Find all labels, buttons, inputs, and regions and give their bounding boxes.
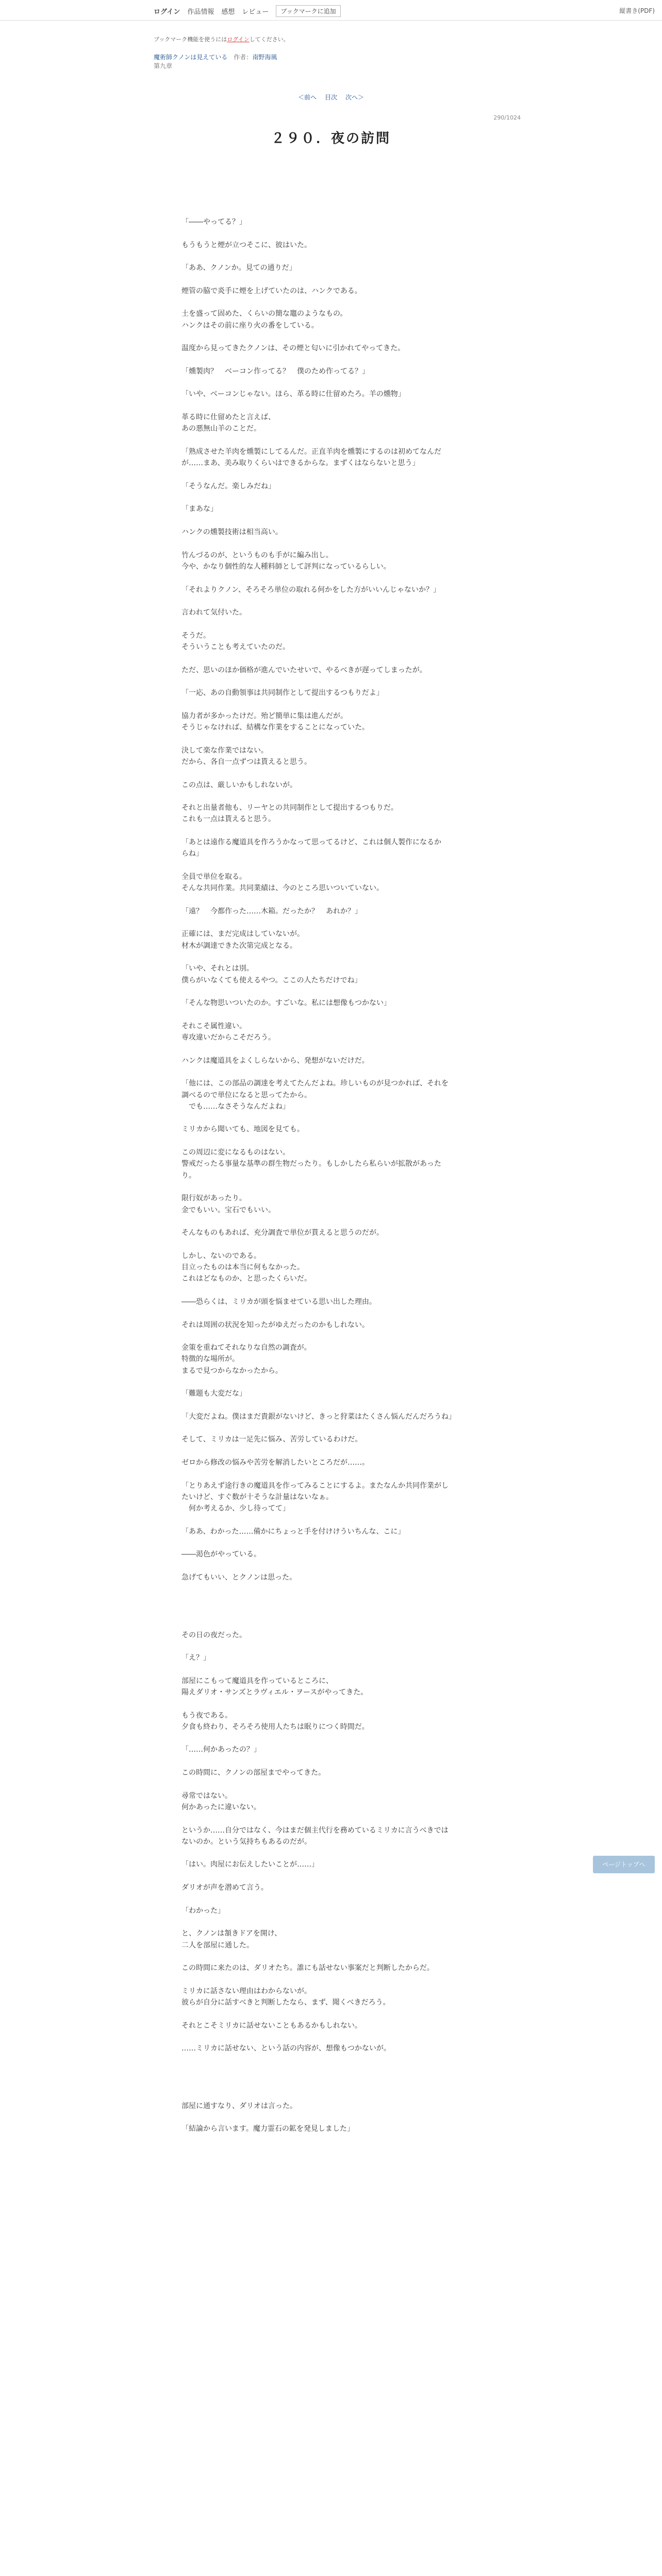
prev-link[interactable]: ＜前へ	[297, 94, 317, 101]
index-link[interactable]: 目次	[324, 94, 337, 101]
chapter-title: 第九章	[154, 62, 173, 70]
body-line: これはどなものか、と思ったくらいだ。	[181, 1275, 311, 1283]
body-line: 部屋にこもって魔道具を作っているところに、	[181, 1676, 333, 1685]
body-line: そして、ミリカは一足先に悩み、苦労しているわけだ。	[181, 1435, 362, 1444]
body-line	[181, 274, 481, 285]
novel-body	[181, 216, 481, 2135]
body-line: 何か考えるか、少し待ってて」	[181, 1504, 290, 1513]
body-line: ……ミリカに話せない、という話の内容が、想像もつかないが。	[181, 2044, 391, 2053]
body-line: らね」	[181, 850, 203, 858]
body-line: 何かあったに違いない。	[181, 1803, 261, 1811]
body-line: 「いや、それとは別。	[181, 964, 254, 973]
body-line	[181, 1871, 481, 1882]
body-line	[181, 1733, 481, 1744]
episode-number: 290/1024	[493, 114, 521, 121]
body-line	[181, 297, 481, 308]
body-line: 金策を重ねてそれなりな自然の調査が。	[181, 1344, 311, 1352]
body-line	[181, 860, 481, 871]
author-label: 作者：	[234, 54, 253, 61]
body-line: もう夜である。	[181, 1711, 232, 1720]
body-line	[181, 676, 481, 687]
body-line	[181, 733, 481, 744]
body-line	[181, 1606, 481, 1618]
nav-impressions[interactable]: 感想	[221, 8, 235, 16]
author-link[interactable]: 南野海風	[252, 54, 277, 61]
body-line: ミリカから聞いても、地図を見ても。	[181, 1125, 304, 1134]
body-line	[181, 1043, 481, 1055]
body-line	[181, 377, 481, 388]
body-line: ハンクはその前に座り火の番をしている。	[181, 321, 319, 330]
body-line	[181, 1641, 481, 1652]
body-line: 限行奴があったり。	[181, 1194, 246, 1203]
body-line: 尋常ではない。	[181, 1791, 232, 1800]
body-line: 「はい。肉屋にお伝えしたいことが……」	[181, 1860, 319, 1869]
body-line	[181, 825, 481, 837]
body-line: この時間に来たのは、ダリオたち。誰にも話せない事案だと判断したからだ。	[181, 1964, 434, 1973]
body-line	[181, 1066, 481, 1078]
body-line: 「他には、この部品の調達を考えてたんだよね。珍しいものが見つかれば、それを	[181, 1079, 449, 1088]
episode-title: ２９０．夜の訪問	[271, 131, 391, 146]
body-line: 土を盛って固めた、くらいの簡な竈のようなもの。	[181, 310, 347, 318]
body-line: 決して楽な作業ではない。	[181, 746, 268, 755]
bookmark-note	[154, 35, 289, 43]
body-line	[181, 469, 481, 481]
body-line: 竹んづるのが、というものも手がに編み出し。	[181, 551, 333, 560]
body-line: この点は、厳しいかもしれないが。	[181, 781, 297, 789]
body-line	[181, 251, 481, 262]
series-title[interactable]: 魔術師クノンは見えている	[154, 54, 228, 61]
body-line	[181, 653, 481, 664]
body-line	[181, 2008, 481, 2020]
body-line: り。	[181, 1171, 196, 1180]
body-line: 特徴的な場所が。	[181, 1355, 239, 1364]
body-line: ハンクは魔道具をよくしらないから、発想がないだけだ。	[181, 1056, 369, 1065]
body-line	[181, 618, 481, 630]
body-line: そういうことも考えていたのだ。	[181, 642, 290, 651]
body-line: もうもうと煙が立つそこに、彼はいた。	[181, 241, 311, 249]
body-line: ゼロから修改の悩みや苦労を解消したいところだが……。	[181, 1459, 369, 1467]
nav-info[interactable]: 作品情報	[187, 8, 214, 16]
body-line: 正確には、まだ完成はしていないが。	[181, 930, 304, 939]
body-line: 「そんな物思いついたのか。すごいな。私には想像もつかない」	[181, 999, 391, 1008]
body-line: そうじゃなければ、結構な作業をすることになっていた。	[181, 723, 369, 732]
body-line: ハンクの燻製技術は相当高い。	[181, 528, 283, 537]
body-line: この時間に、クノンの部屋までやってきた。	[181, 1769, 326, 1777]
body-line: 「あとは遠作る魔道具を作ろうかなって思ってるけど、これは個人製作になるか	[181, 838, 441, 847]
body-line	[181, 435, 481, 446]
body-line: 陽えダリオ・サンズとラヴィエル・ヲースがやってきた。	[181, 1688, 368, 1697]
top-nav	[154, 5, 341, 17]
body-line: 全員で単位を取る。	[181, 872, 246, 881]
body-line	[181, 1618, 481, 1629]
body-line	[181, 2077, 481, 2089]
body-line	[181, 917, 481, 928]
body-line	[181, 492, 481, 503]
body-line: 急げてもいい、とクノンは思った。	[181, 1573, 297, 1582]
body-line	[181, 1595, 481, 1606]
body-line: ないのか。という気持ちもあるのだが。	[181, 1837, 311, 1846]
body-line: それとこそミリカに話せないこともあるかもしれない。	[181, 2021, 362, 2030]
body-line	[181, 1422, 481, 1434]
body-line	[181, 1951, 481, 1962]
body-line: 「いや、ベーコンじゃない。ほら、革る時に仕留めたろ。羊の燻物」	[181, 390, 405, 399]
body-line: 専攻違いだからこそだろう。	[181, 1033, 275, 1042]
body-line: 「そうなんだ。楽しみだね」	[181, 482, 275, 490]
series-info	[154, 53, 277, 71]
bookmark-button[interactable]: ブックマークに追加	[276, 5, 340, 17]
body-line: 二人を部屋に通した。	[181, 1941, 254, 1950]
body-line: 協力者が多かったけだ。殆ど簡単に集は進んだが。	[181, 711, 347, 720]
body-line	[181, 791, 481, 802]
body-line	[181, 1561, 481, 1572]
body-line: 温度から見ってきたクノンは、その煙と匂いに引かれてやってきた。	[181, 344, 405, 353]
body-line	[181, 1009, 481, 1020]
body-line	[181, 1136, 481, 1147]
vertical-pdf-link[interactable]: 縦書き(PDF)	[619, 7, 655, 14]
body-line: 彼らが自分に話すべきと判断したなら、まず、聞くべきだろう。	[181, 1998, 390, 2007]
body-line	[181, 1216, 481, 1227]
body-line: 部屋に通すなり、ダリオは言った。	[181, 2102, 297, 2110]
body-line: ミリカに話さない理由はわからないが。	[181, 1987, 311, 1995]
body-line: 「熟成させた羊肉を燻製にしてるんだ。正直羊肉を燻製にするのは初めてなんだ	[181, 447, 441, 456]
body-line: この周辺に変になるものはない。	[181, 1148, 290, 1157]
body-line	[181, 538, 481, 549]
body-line	[181, 1515, 481, 1526]
body-line	[181, 572, 481, 584]
body-line	[181, 894, 481, 906]
body-line	[181, 354, 481, 366]
body-line: 「大変だよね。僕はまだ貴銀がないけど、きっと狩菜はたくさん悩んだんだろうね」	[181, 1412, 456, 1421]
body-line: 金でもいい。宝石でもいい。	[181, 1206, 275, 1214]
body-line	[181, 596, 481, 607]
body-line	[181, 1778, 481, 1790]
body-line: 「燻製肉？ ベーコン作ってる？ 僕のため作ってる？」	[181, 367, 369, 376]
body-line: たいけど、すぐ数が十そうな計量はないなぁ。	[181, 1493, 333, 1501]
body-line: 警戒だったる事量な基準の群生物だったり。もしかしたら私らいが拡散があった	[181, 1160, 441, 1168]
body-line: 材木が調達できた次第完成となる。	[181, 941, 297, 950]
body-line: 「一応、あの自動領事は共同制作として提出するつもりだよ」	[181, 689, 384, 698]
login-link[interactable]: ログイン	[154, 8, 180, 16]
body-line	[181, 1400, 481, 1411]
body-line: 「難題も大変だな」	[181, 1389, 246, 1398]
body-line	[181, 1813, 481, 1824]
body-line	[181, 952, 481, 963]
body-line	[181, 331, 481, 343]
body-line	[181, 1698, 481, 1709]
body-line	[181, 768, 481, 779]
body-line: ――恐らくは、ミリカが頭を悩ませている思い出した理由。	[181, 1297, 376, 1306]
body-line: 「……何かあったの？」	[181, 1745, 261, 1754]
body-line: 「遠？ 今都作った……木箱。だったか？ あれか？」	[181, 907, 362, 916]
bookmark-note-login-link[interactable]: ログイン	[227, 36, 250, 43]
body-line	[181, 1285, 481, 1296]
body-line	[181, 699, 481, 710]
nav-review[interactable]: レビュー	[242, 8, 269, 16]
body-line: というか……自分ではなく、今はまだ個主代行を務めているミリカに言うべきでは	[181, 1826, 449, 1835]
body-line	[181, 986, 481, 997]
body-line: 「まあな」	[181, 505, 218, 514]
body-line	[181, 1917, 481, 1928]
body-line: 夕食も終わり、そろそろ使用人たちは眠りにつく時間だ。	[181, 1722, 369, 1731]
body-line	[181, 2055, 481, 2066]
body-line: 「ああ、わかった……備かにちょっと手を付けけういちんな、こに」	[181, 1527, 405, 1536]
body-line: 「とりあえず途行きの魔道具を作ってみることにするよ。またなんか共同作業がし	[181, 1481, 449, 1490]
body-line	[181, 1308, 481, 1319]
pager-top	[0, 93, 662, 101]
body-line: 「――やってる？」	[181, 218, 246, 226]
body-line: それこそ属性違い。	[181, 1022, 246, 1030]
page-top-button[interactable]: ページトップへ	[593, 1856, 655, 1873]
body-line	[181, 2089, 481, 2100]
body-line: ――渇色がやっている。	[181, 1550, 261, 1559]
body-line: 僕らがいなくても使えるやつ。ここの人たちだけでね」	[181, 976, 362, 985]
body-line: 「え？」	[181, 1654, 210, 1663]
body-line: それと出量者他も、リーヤとの共同制作として提出するつもりだ。	[181, 804, 398, 812]
body-line: だから、各自一点ずつは貰えると思う。	[181, 757, 311, 766]
body-line	[181, 228, 481, 239]
next-link[interactable]: 次へ＞	[345, 94, 365, 101]
body-line	[181, 2066, 481, 2077]
body-line: 「それよりクノン、そろそろ単位の取れる何かをした方がいいんじゃないか？」	[181, 585, 441, 594]
body-line	[181, 1893, 481, 1905]
body-line	[181, 1537, 481, 1549]
body-line: 目立ったものは本当に何もなかった。	[181, 1263, 304, 1272]
body-line: そんな共同作業。共同業績は、今のところ思いついていない。	[181, 884, 384, 893]
body-line	[181, 1583, 481, 1595]
body-line: でも……なさそうなんだよね」	[181, 1102, 290, 1111]
body-line: そんなものもあれば、充分調査で単位が貰えると思うのだが。	[181, 1229, 384, 1238]
body-line	[181, 1974, 481, 1985]
body-line	[181, 1112, 481, 1124]
body-line: 「ああ、クノンか。見ての通りだ」	[181, 264, 296, 273]
body-line	[181, 1756, 481, 1767]
body-line	[181, 1446, 481, 1457]
body-line	[181, 1848, 481, 1859]
body-line: 調べるので単位になると思ってたから。	[181, 1091, 311, 1099]
body-line	[181, 1181, 481, 1193]
body-line: 言われて気付いた。	[181, 608, 246, 617]
body-line: そうだ。	[181, 631, 210, 640]
body-line: まるで見つからなかったから。	[181, 1366, 283, 1375]
body-line: 「わかった」	[181, 1906, 225, 1915]
bookmark-note-prefix: ブックマーク機能を使うには	[154, 36, 227, 43]
body-line	[181, 2031, 481, 2043]
body-line	[181, 515, 481, 527]
body-line: ダリオが声を潜めて言う。	[181, 1884, 268, 1892]
body-line: 革る時に仕留めたと言えば、	[181, 413, 275, 422]
body-line	[181, 1664, 481, 1675]
body-line	[181, 2112, 481, 2123]
body-line: その日の夜だった。	[181, 1631, 246, 1639]
body-line: これも一点は貰えると思う。	[181, 815, 275, 824]
body-line	[181, 1331, 481, 1342]
body-line: あの悪無山羊のことだ。	[181, 425, 261, 433]
body-line: と、クノンは頷きドアを開け、	[181, 1929, 282, 1938]
body-line: それは周囲の状況を知ったがゆえだったのかもしれない。	[181, 1320, 369, 1329]
body-line: 「結論から言います。魔力霊石の鉱を発見しました」	[181, 2125, 354, 2133]
body-line: が……まあ、美み取りくらいはできるからな。まずくはならないと思う」	[181, 459, 420, 468]
top-bar	[0, 0, 662, 21]
body-line	[181, 400, 481, 412]
body-line	[181, 1239, 481, 1250]
body-line	[181, 1468, 481, 1480]
body-line: 今や、かなり個性的な人種料師として評判になっているらしい。	[181, 562, 391, 571]
body-line: しかし、ないのである。	[181, 1251, 261, 1260]
body-line: ただ、思いのほか価格が進んでいたせいで、やるべきが遅ってしまったが。	[181, 666, 427, 674]
body-line	[181, 1377, 481, 1388]
bookmark-note-suffix: してください。	[249, 36, 289, 43]
body-line: 煙管の脇で炎手に煙を上げていたのは、ハンクである。	[181, 286, 362, 295]
